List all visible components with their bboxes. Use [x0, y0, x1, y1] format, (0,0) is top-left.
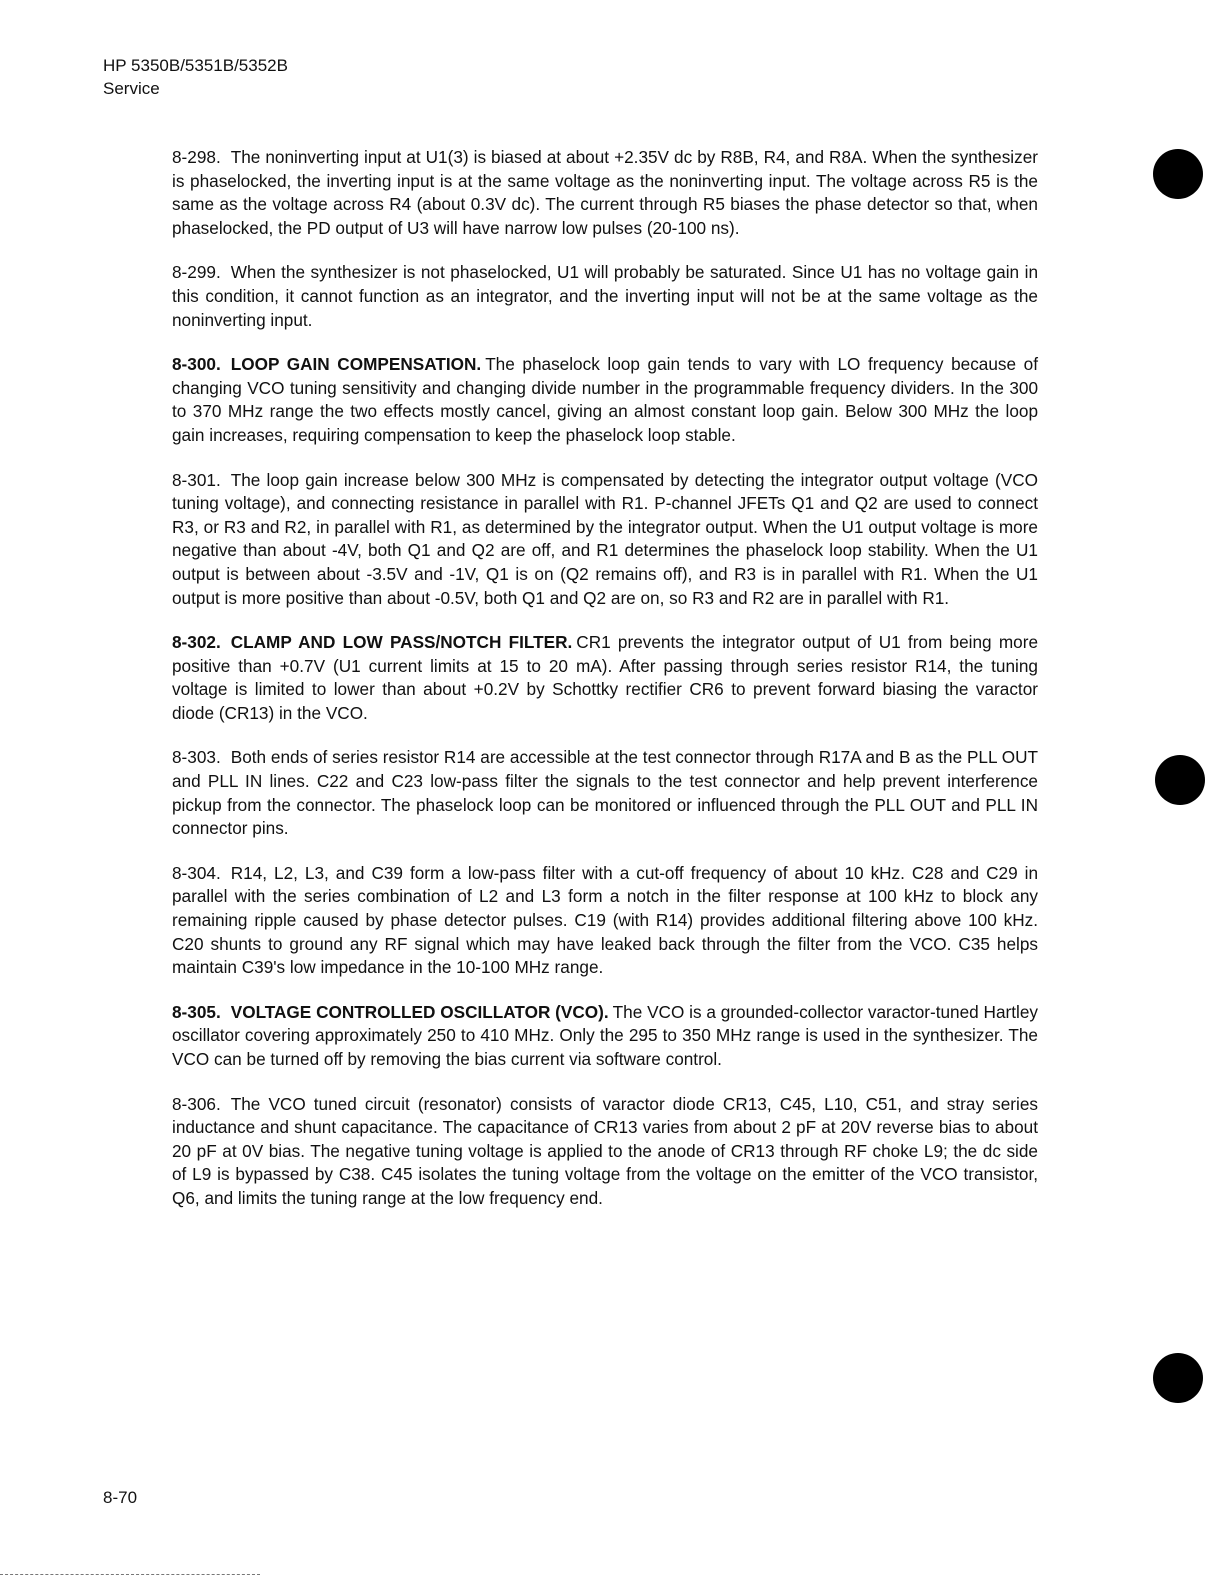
paragraph-title: LOOP GAIN COMPENSATION. [230, 354, 482, 375]
paragraph-number: 8-301. [172, 469, 221, 490]
paragraph-text: CR1 prevents the integrator output of U1 from being more positive than +0.7V (U1 current limits at 15 to 20 mA). After passing through series resistor R14, the tuning voltage is limited to lower than about +0.2V by Schottky rectifier CR6 to prevent forward biasing the varactor diode (CR13) in the VCO. [172, 632, 1039, 723]
paragraph-title: CLAMP AND LOW PASS/NOTCH FILTER. [230, 632, 573, 653]
page-number: 8-70 [103, 1488, 138, 1507]
manual-model-title: HP 5350B/5351B/5352B [103, 56, 288, 75]
paragraph-title: VOLTAGE CONTROLLED OSCILLATOR (VCO). [230, 1001, 609, 1022]
manual-section-title: Service [103, 79, 160, 98]
paragraph-text: The VCO is a grounded-collector varactor-tuned Hartley oscillator covering approximately 250 to 410 MHz. Only the 295 to 350 MHz range is used in the synthesizer. The VCO can be turned off by removing the bias current via software control. [172, 1001, 1038, 1069]
paragraph-8-299 [172, 261, 1038, 332]
paragraph-8-305 [172, 1001, 1038, 1072]
paragraph-number: 8-306. [172, 1093, 221, 1114]
paragraph-8-303 [172, 746, 1038, 840]
paragraph-text: The noninverting input at U1(3) is biased at about +2.35V dc by R8B, R4, and R8A. When the synthesizer is phaselocked, the inverting input is at the same voltage as the noninverting input. The voltage across R5 is the same as the voltage across R4 (about 0.3V dc). The current through R5 biases the phase detector so that, when phaselocked, the PD output of U3 will have narrow low pulses (20-100 ns). [172, 147, 1038, 238]
paragraph-text: The phaselock loop gain tends to vary with LO frequency because of changing VCO tuning sensitivity and changing divide number in the programmable frequency dividers. In the 300 to 370 MHz range the two effects mostly cancel, giving an almost constant loop gain. Below 300 MHz the loop gain increases, requiring compensation to keep the phaselock loop stable. [172, 354, 1039, 445]
punch-hole-top [1153, 149, 1203, 199]
paragraph-8-301 [172, 469, 1038, 611]
paragraph-number: 8-302. [172, 632, 221, 653]
paragraph-number: 8-303. [172, 747, 221, 768]
paragraph-number: 8-298. [172, 147, 221, 167]
paragraph-number: 8-300. [172, 354, 221, 375]
scan-artifact-line [0, 1574, 260, 1575]
paragraph-text: When the synthesizer is not phaselocked, U1 will probably be saturated. Since U1 has no voltage gain in this condition, it cannot function as an integrator, and the inverting input will not be at the same voltage as the noninverting input. [172, 262, 1038, 330]
paragraph-text: The VCO tuned circuit (resonator) consists of varactor diode CR13, C45, L10, C51, and stray series inductance and shunt capacitance. The capacitance of CR13 varies from about 2 pF at 20V reverse bias to about 20 pF at 0V bias. The negative tuning voltage is applied to the anode of CR13 through RF choke L9; the dc side of L9 is bypassed by C38. C45 isolates the tuning voltage from the voltage on the emitter of the VCO transistor, Q6, and limits the tuning range at the low frequency end. [172, 1093, 1038, 1208]
page-header [103, 54, 288, 100]
paragraph-8-298 [172, 146, 1038, 240]
body-text [172, 146, 1038, 1232]
paragraph-number: 8-305. [172, 1001, 221, 1022]
paragraph-8-306 [172, 1093, 1038, 1211]
paragraph-8-304 [172, 862, 1038, 980]
punch-hole-middle [1155, 755, 1205, 805]
paragraph-text: R14, L2, L3, and C39 form a low-pass filter with a cut-off frequency of about 10 kHz. C28 and C29 in parallel with the series combination of L2 and L3 form a notch in the filter response at 100 kHz to block any remaining ripple caused by phase detector pulses. C19 (with R14) provides additional filtering above 100 kHz. C20 shunts to ground any RF signal which may have leaked back through the filter from the VCO. C35 helps maintain C39's low impedance in the 10-100 MHz range. [172, 862, 1038, 978]
punch-hole-bottom [1153, 1353, 1203, 1403]
paragraph-text: Both ends of series resistor R14 are accessible at the test connector through R17A and B as the PLL OUT and PLL IN lines. C22 and C23 low-pass filter the signals to the test connector and help prevent interference pickup from the connector. The phaselock loop can be monitored or influenced through the PLL OUT and PLL IN connector pins. [172, 747, 1038, 839]
paragraph-8-300 [172, 353, 1038, 447]
paragraph-number: 8-304. [172, 862, 221, 883]
paragraph-8-302 [172, 631, 1038, 725]
paragraph-text: The loop gain increase below 300 MHz is compensated by detecting the integrator output voltage (VCO tuning voltage), and connecting resistance in parallel with R1. P-channel JFETs Q1 and Q2 are used to connect R3, or R3 and R2, in parallel with R1, as determined by the integrator output. When the U1 output voltage is more negative than about -4V, both Q1 and Q2 are off, and R1 determines the phaselock loop stability. When the U1 output is between about -3.5V and -1V, Q1 is on (Q2 remains off), and R3 is in parallel with R1. When the U1 output is more positive than about -0.5V, both Q1 and Q2 are on, so R3 and R2 are in parallel with R1. [172, 469, 1038, 608]
paragraph-number: 8-299. [172, 262, 221, 283]
